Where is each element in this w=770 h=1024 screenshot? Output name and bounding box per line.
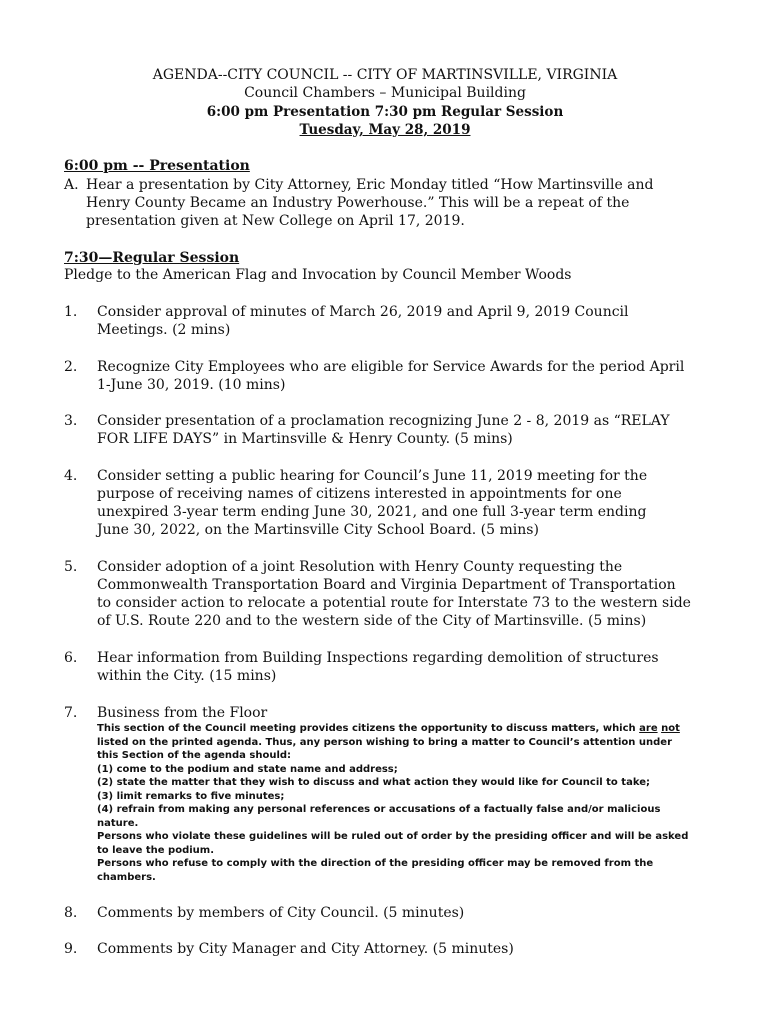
floor-rules [97,722,707,884]
item-line: of U.S. Route 220 and to the western side of the City of Martinsville. (5 mins) [97,613,647,629]
item-line: Consider adoption of a joint Resolution with Henry County requesting the [97,559,623,575]
item-number: 1. [64,304,78,320]
rule-1: (1) come to the podium and state name and address; [97,763,398,775]
rules-intro-text: This section of the Council meeting provides citizens the opportunity to discuss matters, which [97,723,640,734]
header-date: Tuesday, May 28, 2019 [299,122,471,138]
rules-not: not [661,723,680,734]
rules-are: are [639,723,658,734]
header-title: AGENDA--CITY COUNCIL -- CITY OF MARTINSVILLE, VIRGINIA [152,67,618,83]
item-number: 6. [64,650,78,666]
item-line: Recognize City Employees who are eligible for Service Awards for the period April [97,359,685,375]
rules-intro-line-1 [97,722,707,736]
agenda-item-9 [97,940,717,958]
header-times: 6:00 pm Presentation 7:30 pm Regular Session [206,104,564,120]
presentation-title: 6:00 pm -- Presentation [64,158,250,174]
violation-note-1: Persons who violate these guidelines will be ruled out of order by the presiding officer and will be asked [97,831,689,842]
item-line: Commonwealth Transportation Board and Virginia Department of Transportation [97,577,676,593]
item-line: 1-June 30, 2019. (10 mins) [97,377,286,393]
agenda-item-3 [97,412,717,448]
item-line: unexpired 3-year term ending June 30, 2021, and one full 3-year term ending [97,504,647,520]
item-number: 2. [64,359,78,375]
presentation-letter: A. [64,177,79,193]
agenda-item-7 [97,704,717,722]
agenda-item-4 [97,467,717,539]
rule-3: (3) limit remarks to five minutes; [97,790,285,802]
agenda-item-2 [97,358,717,394]
agenda-item-6 [97,649,717,685]
violation-note-2-cont: chambers. [97,871,156,883]
header-location: Council Chambers – Municipal Building [244,85,526,101]
item-line: Consider setting a public hearing for Council’s June 11, 2019 meeting for the [97,468,648,484]
item-line: Consider presentation of a proclamation recognizing June 2 - 8, 2019 as “RELAY [97,413,670,429]
header-date-wrap [0,121,770,139]
item-line: to consider action to relocate a potential route for Interstate 73 to the western side [97,595,691,611]
item-line: within the City. (15 mins) [97,668,277,684]
item-number: 5. [64,559,78,575]
violation-note-1-cont: to leave the podium. [97,844,214,856]
item-number: 3. [64,413,78,429]
presentation-line-2: Henry County Became an Industry Powerhouse.” This will be a repeat of the [86,195,630,211]
agenda-item-1 [97,303,717,339]
item-number: 8. [64,905,78,921]
item-line: FOR LIFE DAYS” in Martinsville & Henry County. (5 mins) [97,431,513,447]
agenda-item-5 [97,558,717,630]
rule-2: (2) state the matter that they wish to discuss and what action they would like for Council to take; [97,777,650,788]
item-line: June 30, 2022, on the Martinsville City School Board. (5 mins) [97,522,539,538]
rules-intro-line-3: this Section of the agenda should: [97,750,292,761]
presentation-line-3: presentation given at New College on April 17, 2019. [86,213,465,229]
violation-note-2: Persons who refuse to comply with the direction of the presiding officer may be removed from the [97,858,654,869]
item-number: 9. [64,941,78,957]
rule-4-cont: nature. [97,817,139,829]
presentation-line-1: Hear a presentation by City Attorney, Eric Monday titled “How Martinsville and [86,177,654,193]
pledge-text: Pledge to the American Flag and Invocation by Council Member Woods [64,267,572,283]
item-number: 4. [64,468,78,484]
agenda-item-8 [97,904,717,922]
item-line: Consider approval of minutes of March 26, 2019 and April 9, 2019 Council [97,304,629,320]
regular-session-title: 7:30—Regular Session [64,250,240,266]
item-number: 7. [64,705,78,721]
rule-4: (4) refrain from making any personal references or accusations of a factually false and/or malicious [97,804,661,815]
item-line: Meetings. (2 mins) [97,322,231,338]
item-line: purpose of receiving names of citizens interested in appointments for one [97,486,622,502]
item-line: Hear information from Building Inspections regarding demolition of structures [97,650,659,666]
item-line: Business from the Floor [97,705,268,721]
item-line: Comments by City Manager and City Attorney. (5 minutes) [97,941,514,957]
rules-intro-line-2: listed on the printed agenda. Thus, any person wishing to bring a matter to Council’s attention under [97,736,673,748]
item-line: Comments by members of City Council. (5 minutes) [97,905,465,921]
